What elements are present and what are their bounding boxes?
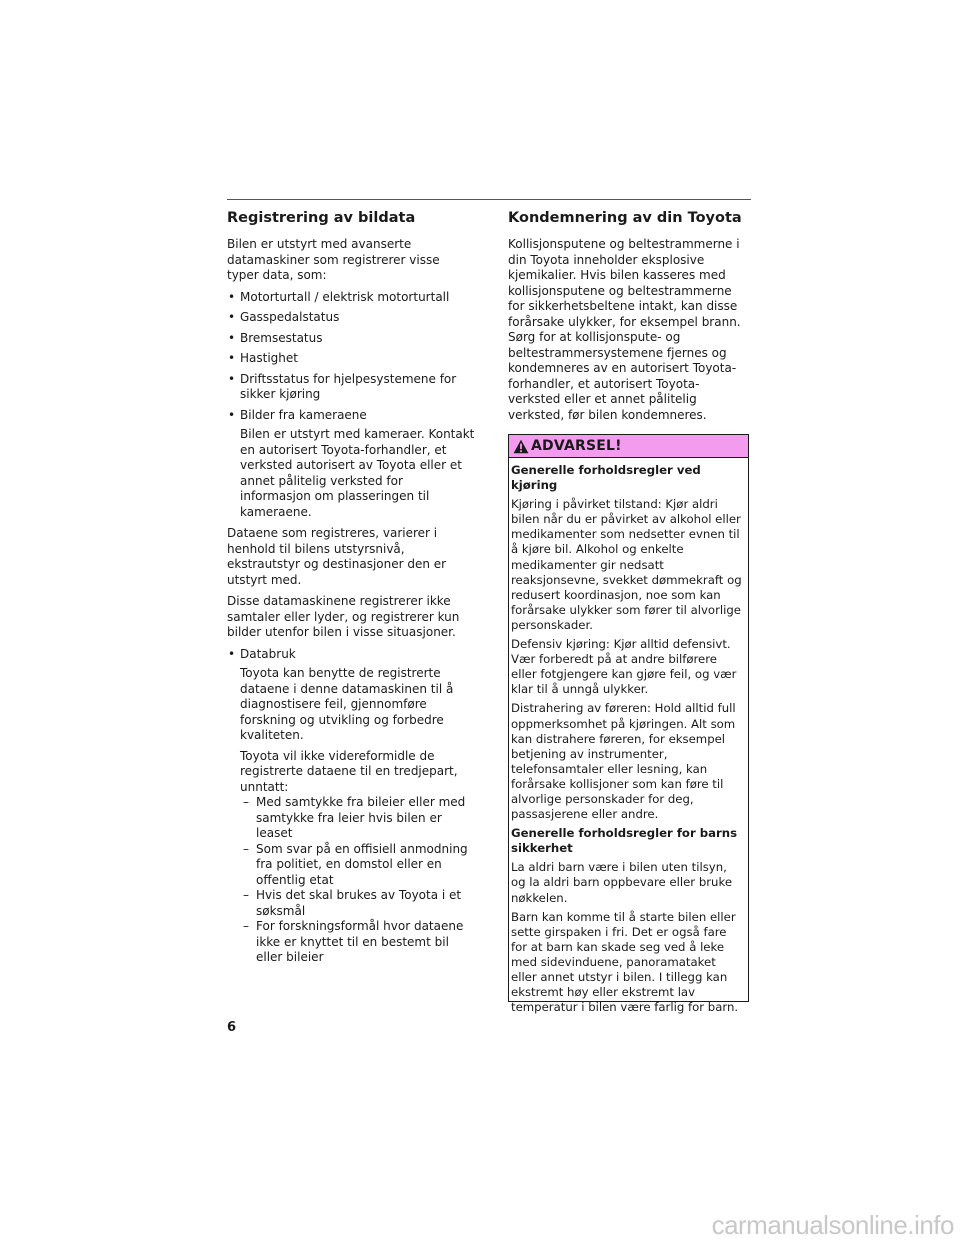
warning-paragraph-defensive: Defensiv kjøring: Kjør alltid defensivt. Vær forberedt på at andre bilførere eller fotgjengere kan gjøre feil, og vær klar til å unngå ulykker. [511,637,737,697]
list-item: – Hvis det skal brukes av Toyota i et søksmål [242,888,475,919]
list-item-data-usage [227,647,475,966]
list-item: – Med samtykke fra bileier eller med samtykke fra leier hvis bilen er leaset [242,795,475,842]
data-usage-text: Toyota kan benytte de registrerte dataene i denne datamaskinen til å diagnostisere feil, gjennomføre forskning og utvikling og forbedre kvaliteten. [240,666,454,742]
camera-note: Bilen er utstyrt med kameraer. Kontakt en autorisert Toyota-forhandler, et verksted autorisert av Toyota eller et annet pålitelig verksted for informasjon om plasseringen til kameraene. [240,427,475,519]
warning-paragraph-distraction: Distrahering av føreren: Hold alltid full oppmerksomhet på kjøringen. Alt som kan distrahere føreren, for eksempel betjening av instrumenter, telefonsamtaler eller lesning, kan forårsake kollisjoner som kan føre til alvorlige personskader for deg, passasjerene eller andre. [511,701,736,822]
warning-triangle-icon [513,439,529,454]
disposal-paragraph: Kollisjonsputene og beltestrammerne i din Toyota inneholder eksplosive kjemikalier. Hvis bilen kasseres med kollisjonsputene og beltestrammerne for sikkerhetsbeltene intakt, kan disse forårsake ulykker, for eksempel brann. Sørg for at kollisjonspute- og beltestrammersystemene fjernes og kondemneres av en autorisert Toyota-forhandler, et autorisert Toyota-verksted eller et annet pålitelig verksted, før bilen kondemneres. [508,237,741,422]
list-item: • Bremsestatus [227,331,475,347]
data-usage-list [227,647,475,966]
warning-box [508,434,749,1015]
list-item-label: Databruk [240,646,296,661]
intro-paragraph: Bilen er utstyrt med avanserte datamaskiner som registrerer visse typer data, som: [227,237,440,282]
recorded-data-list [227,290,475,521]
right-column [508,208,751,429]
watermark: carmanualsonline.info [711,1210,954,1240]
warning-paragraph-child-hazards: Barn kan komme til å starte bilen eller sette girspaken i fri. Det er også fare for at barn kan skade seg ved å leke med sidevinduene, panoramataket eller annet utstyr i bilen. I tillegg kan ekstremt høy eller ekstremt lav temperatur i bilen være farlig for barn. [511,909,739,1015]
list-item: – Som svar på en offisiell anmodning fra politiet, en domstol eller en offentlig etat [242,842,475,889]
page-number: 6 [227,1020,237,1035]
paragraph-no-audio: Disse datamaskinene registrerer ikke samtaler eller lyder, og registrerer kun bilder utenfor bilen i visse situasjoner. [227,594,460,639]
list-item-label: Bilder fra kameraene [240,407,367,422]
list-item-cameras [227,408,475,521]
warning-body [509,458,748,1015]
warning-heading-driving: Generelle forholdsregler ved kjøring [511,463,701,493]
warning-header [509,435,748,458]
section-title-data-recording: Registrering av bildata [227,210,416,226]
paragraph-equipment: Dataene som registreres, varierer i henhold til bilens utstyrsnivå, ekstrautstyr og destinasjoner den er utstyrt med. [227,526,447,587]
section-title-disposal: Kondemnering av din Toyota [508,210,742,226]
list-item: • Hastighet [227,351,475,367]
list-item: – For forskningsformål hvor dataene ikke er knyttet til en bestemt bil eller bileier [242,919,475,966]
warning-heading-children: Generelle forholdsregler for barns sikkerhet [511,826,738,856]
warning-paragraph-supervision: La aldri barn være i bilen uten tilsyn, og la aldri barn oppbevare eller bruke nøkkelen. [511,860,733,905]
exceptions-list [240,795,475,966]
top-rule [227,199,751,200]
list-item: • Driftsstatus for hjelpesystemene for sikker kjøring [227,372,475,403]
third-party-text: Toyota vil ikke videreformidle de registrerte dataene til en tredjepart, unntatt: [240,748,458,794]
list-item: • Motorturtall / elektrisk motorturtall [227,290,475,306]
warning-title: ADVARSEL! [531,438,622,454]
list-item: • Gasspedalstatus [227,310,475,326]
warning-paragraph-impaired: Kjøring i påvirket tilstand: Kjør aldri bilen når du er påvirket av alkohol eller medikamenter som nedsetter evnen til å kjøre bil. Alkohol og enkelte medikamenter gir nedsatt reaksjonsevne, svekket dømmekraft og redusert koordinasjon, noe som kan forårsake ulykker som fører til alvorlige personskader. [511,497,742,632]
left-column [227,208,475,972]
